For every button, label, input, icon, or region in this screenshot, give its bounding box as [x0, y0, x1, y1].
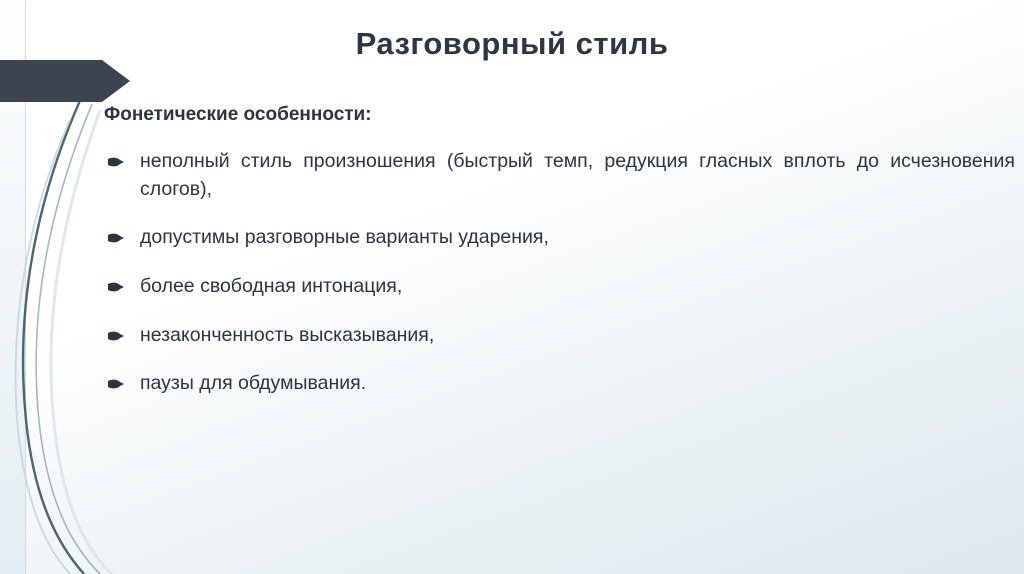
- list-item: [104, 224, 984, 252]
- bullet-list: [104, 148, 1015, 398]
- list-item-text: допустимы разговорные варианты ударения,: [140, 226, 549, 249]
- list-item-text: более свободная интонация,: [140, 275, 403, 298]
- list-item-text: незаконченность высказывания,: [140, 323, 435, 346]
- corner-arrow-shape: [0, 60, 140, 102]
- arrow-bullet-icon: [108, 331, 124, 341]
- page-title: Разговорный стиль: [355, 26, 669, 61]
- list-item: [104, 370, 984, 398]
- arrow-bullet-icon: [108, 379, 124, 389]
- slide-content: [104, 104, 1015, 419]
- section-subheading: Фонетические особенности:: [104, 104, 372, 125]
- list-item: [104, 322, 984, 350]
- arrow-bullet-icon: [108, 282, 124, 292]
- list-item-text: паузы для обдумывания.: [140, 372, 367, 395]
- list-item: [104, 273, 984, 301]
- arrow-bullet-icon: [108, 157, 124, 167]
- list-item: [104, 148, 1015, 203]
- arrow-bullet-icon: [108, 233, 124, 243]
- list-item-text: неполный стиль произношения (быстрый темп, редукция гласных вплоть до исчезновения слогов),: [140, 150, 1015, 200]
